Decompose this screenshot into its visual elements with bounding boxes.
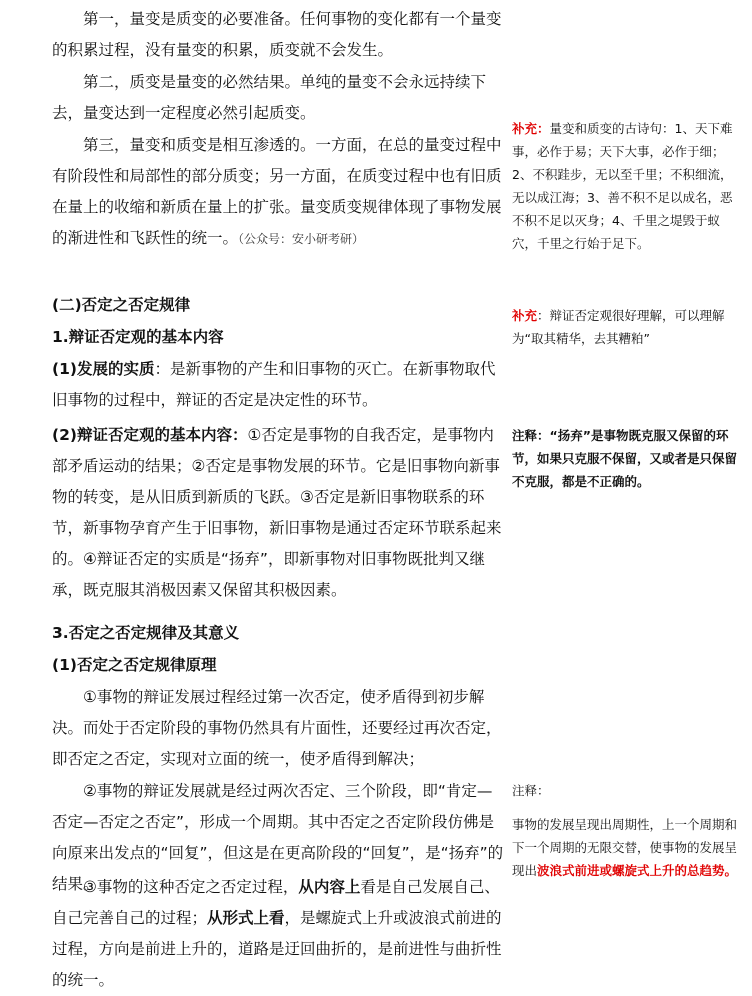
side-note-cycle — [512, 813, 738, 882]
paragraph-dialectical-negation — [52, 420, 507, 606]
paragraph-second: 第二，质变是量变的必然结果。单纯的量变不会永远持续下去，量变达到一定程度必然引起质变。 — [52, 73, 487, 122]
dialectical-negation-label: (2)辩证否定观的基本内容： — [52, 426, 248, 444]
principle-3-text-e: ，是螺旋式上升或波浪式前进的过程，方向是前进上升的，道路是迂回曲折的，是前进性与曲折性的统一。 — [52, 909, 502, 989]
paragraph-principle-1: ①事物的辩证发展过程经过第一次否定，使矛盾得到初步解决。而处于否定阶段的事物仍然具有片面性，还要经过再次否定，即否定之否定，实现对立面的统一，使矛盾得到解决； — [52, 688, 502, 768]
paragraph-development-essence — [52, 354, 507, 416]
source-note: （公众号：安小研考研） — [238, 232, 365, 246]
paragraph-principle-3 — [52, 872, 507, 996]
side-note-poems — [512, 117, 738, 255]
paragraph-principle-2: ②事物的辩证发展就是经过两次否定、三个阶段，即“肯定—否定—否定之否定”，形成一个周期。其中否定之否定阶段仿佛是向原来出发点的“回复”，但这是在更高阶段的“回复”，是“扬弃”的结果。 — [52, 782, 504, 893]
paragraph-third — [52, 130, 507, 255]
side-note-cycle-highlight: 波浪式前进或螺旋式上升的总趋势。 — [537, 863, 738, 878]
heading-basic-content: 1.辩证否定观的基本内容 — [52, 328, 224, 346]
side-note-poems-label: 补充： — [512, 121, 550, 136]
paragraph-third-text: 第三，量变和质变是相互渗透的。一方面，在总的量变过程中有阶段性和局部性的部分质变；另一方面，在质变过程中也有旧质在量上的收缩和新质在量上的扩张。量变质变规律体现了事物发展的渐进性和飞跃性的统一。 — [52, 136, 502, 247]
side-note-cycle-label: 注释： — [512, 783, 550, 798]
heading-principle: (1)否定之否定规律原理 — [52, 656, 217, 674]
principle-3-text-c: 看是自己发展自己、自己完善自己的过程； — [52, 878, 500, 927]
side-note-sublation-label: 注释： — [512, 428, 550, 443]
principle-3-text-a: ③事物的这种否定之否定过程， — [83, 878, 299, 896]
heading-negation-law: (二)否定之否定规律 — [52, 296, 191, 314]
side-note-negation — [512, 304, 738, 350]
side-note-sublation-text: “扬弃”是事物既克服又保留的环节，如果只克服不保留，又或者是只保留不克服，都是不正确的。 — [512, 428, 738, 489]
dialectical-negation-text: ①否定是事物的自我否定，是事物内部矛盾运动的结果；②否定是事物发展的环节。它是旧事物向新事物的转变，是从旧质到新质的飞跃。③否定是新旧事物联系的环节，新事物孕育产生于旧事物，新旧事物是通过否定环节联系起来的。④辩证否定的实质是“扬弃”，即新事物对旧事物既批判又继承，既克服其消极因素又保留其积极因素。 — [52, 426, 502, 599]
paragraph-first: 第一，量变是质变的必要准备。任何事物的变化都有一个量变的积累过程，没有量变的积累，质变就不会发生。 — [52, 10, 502, 59]
principle-3-content: 从内容上 — [298, 878, 361, 896]
principle-3-form: 从形式上看 — [207, 909, 285, 927]
side-note-cycle-text: 事物的发展呈现出周期性，上一个周期和下一个周期的无限交替，使事物的发展呈现出 — [512, 817, 738, 878]
side-note-poems-text: 量变和质变的古诗句：1、天下难事，必作于易；天下大事，必作于细；2、不积跬步，无以至千里；不积细流，无以成江海；3、善不积不足以成名，恶不积不足以灭身；4、千里之堤毁于蚁穴，千里之行始于足下。 — [512, 121, 733, 251]
development-essence-text: ：是新事物的产生和旧事物的灭亡。在新事物取代旧事物的过程中，辩证的否定是决定性的环节。 — [52, 360, 496, 409]
side-note-cycle-label-block — [512, 779, 738, 802]
side-note-sublation — [512, 424, 738, 493]
side-note-negation-text: ：辩证否定观很好理解，可以理解为“取其精华，去其糟粕” — [512, 308, 725, 346]
heading-law-significance: 3.否定之否定规律及其意义 — [52, 624, 240, 642]
side-note-negation-label: 补充 — [512, 308, 538, 323]
development-essence-label: (1)发展的实质 — [52, 360, 155, 378]
